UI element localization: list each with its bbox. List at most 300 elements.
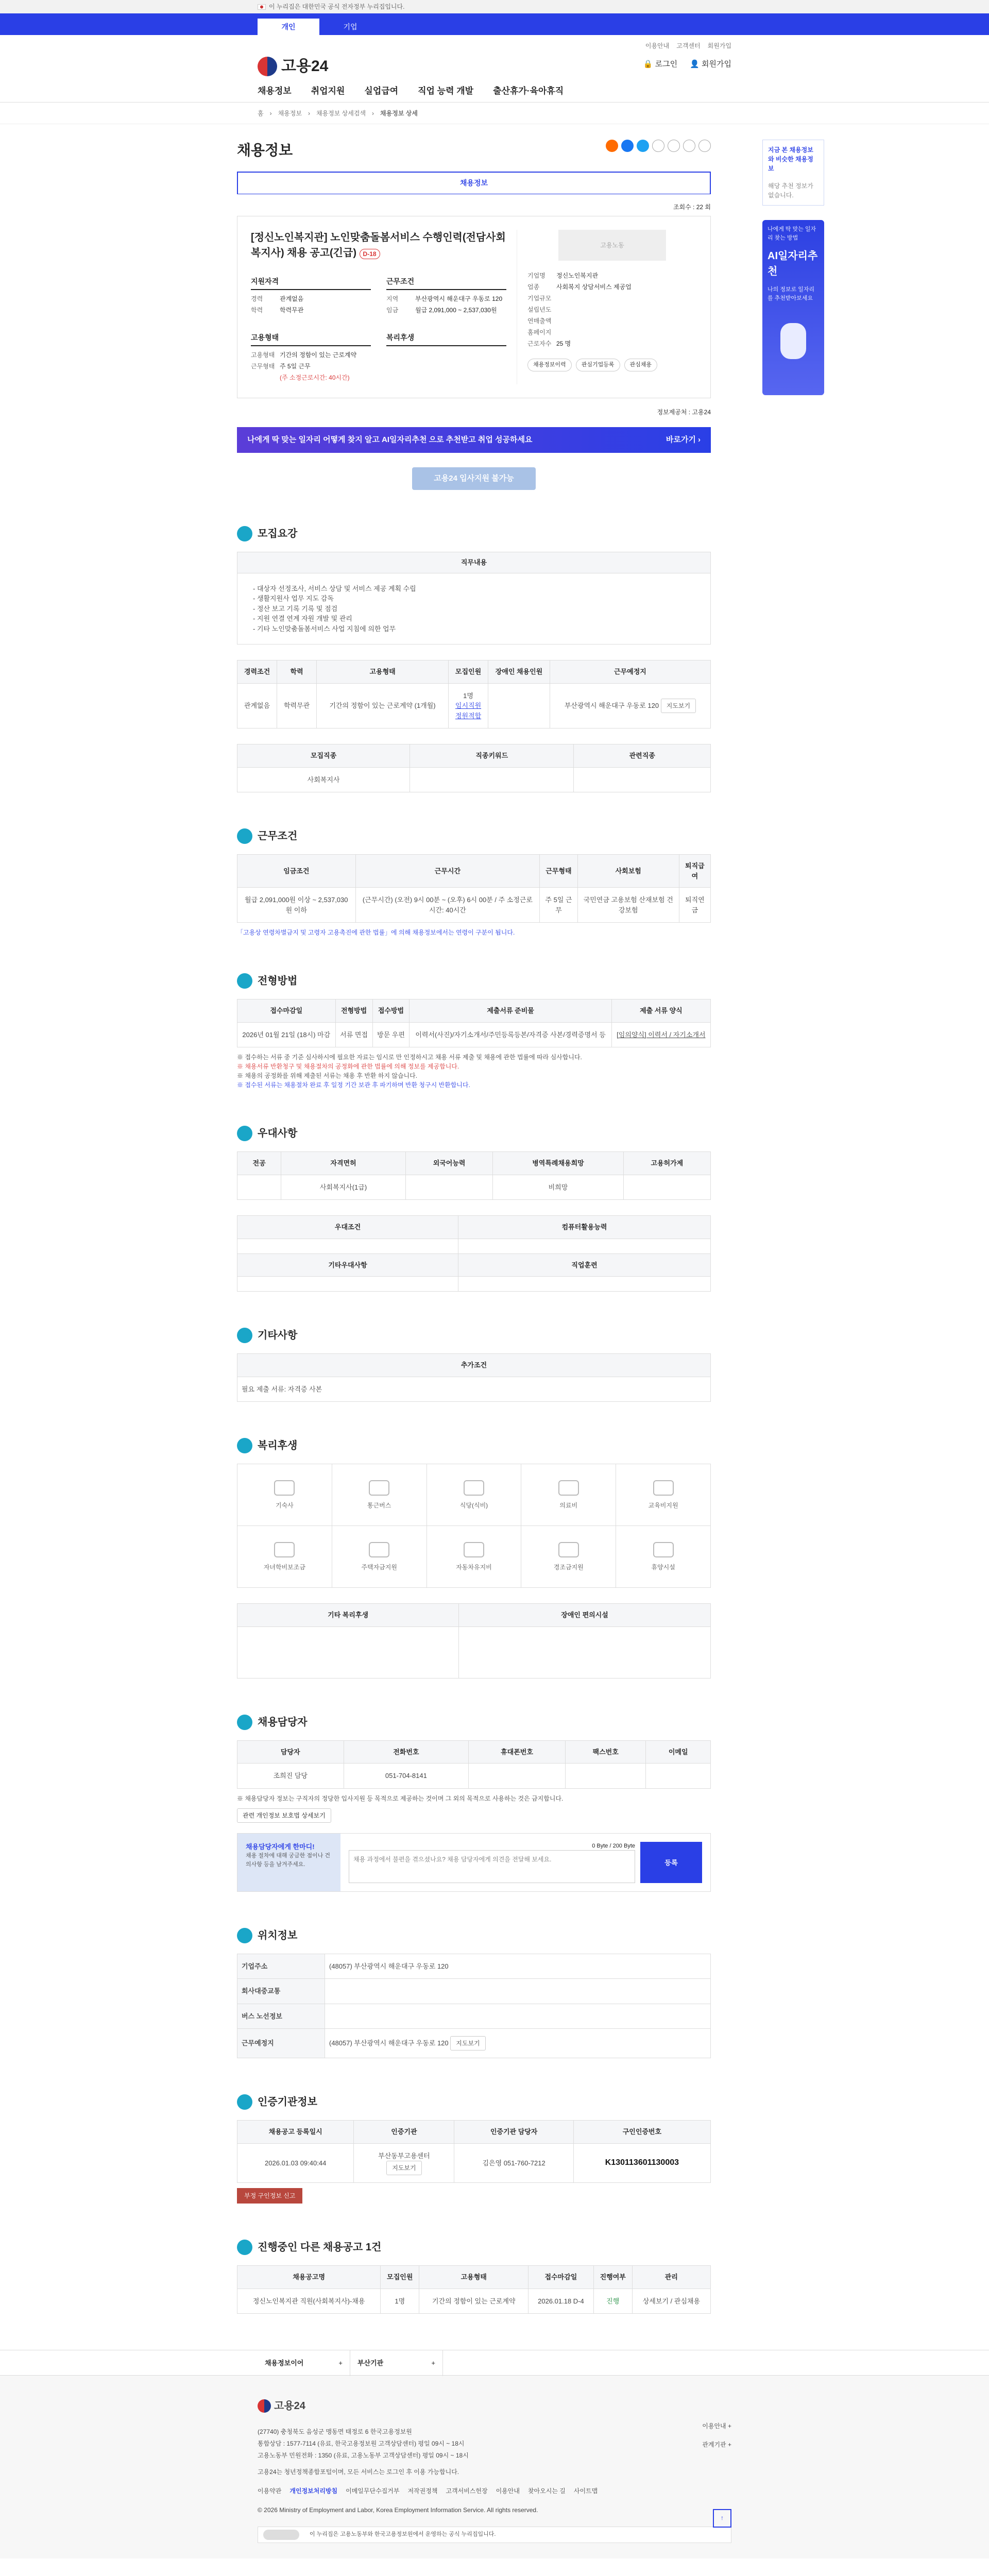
- cell: [646, 1764, 711, 1789]
- work-table: [237, 854, 711, 923]
- form-download-link[interactable]: [임의양식] 이력서 / 자기소개서: [611, 1022, 710, 1047]
- job-type-table: [237, 744, 711, 792]
- car-icon: [464, 1542, 484, 1557]
- fit-link[interactable]: 정원적합: [455, 711, 482, 720]
- kv-label: 업종: [527, 283, 540, 291]
- cell-agency: [354, 2143, 454, 2183]
- col-head: 휴대폰번호: [469, 1740, 566, 1764]
- section-title: 전형방법: [258, 975, 298, 987]
- agency-map-button[interactable]: 지도보기: [386, 2161, 421, 2175]
- row-label: 버스 노선정보: [237, 2004, 325, 2029]
- row-value: (48057) 부산광역시 해운대구 우동로 120: [325, 1954, 711, 1979]
- education-icon: [653, 1480, 674, 1496]
- cell-location: [550, 683, 710, 728]
- section-welfare: [237, 1438, 711, 1679]
- footer-tel: 통합상담 : 1577-7114 (유료, 한국고용정보원 고객상담센터) 평일 09시 ~ 18시: [258, 2439, 465, 2447]
- gov-notice-text: 이 누리집은 대한민국 공식 전자정부 누리집입니다.: [269, 3, 405, 10]
- footer-link[interactable]: 고객서비스헌장: [446, 2487, 488, 2495]
- welfare-item: [616, 1464, 711, 1526]
- table-row: [237, 1239, 711, 1253]
- row-label: 근무예정지: [237, 2029, 325, 2058]
- crumb-current: 채용정보 상세: [380, 110, 418, 117]
- page-title-row: [237, 140, 711, 161]
- welfare-label: 휴양시설: [651, 1563, 675, 1571]
- recruit-icon: [237, 526, 252, 541]
- table-row: [237, 2143, 711, 2183]
- col-head: 근무시간: [355, 855, 540, 888]
- col-head: 경력조건: [237, 660, 277, 684]
- report-button[interactable]: 부정 구인정보 신고: [237, 2188, 302, 2204]
- row-value: [325, 1979, 711, 2004]
- table-row: [237, 1277, 711, 1292]
- section-title: 인증기관정보: [258, 2096, 317, 2108]
- welfare-label: 주택자금지원: [361, 1563, 397, 1571]
- print-icon[interactable]: [698, 140, 711, 152]
- nav-leave[interactable]: 출산휴가·육아휴직: [493, 86, 564, 96]
- cell: [458, 1277, 711, 1292]
- join-link[interactable]: 👤 회원가입: [690, 60, 731, 69]
- complaint-title-text: 채용담당자에게 한마디!: [246, 1842, 315, 1851]
- gov-emblem-icon: [258, 2399, 271, 2413]
- kv-label: 기업명: [527, 272, 545, 279]
- cell: 비희망: [493, 1175, 623, 1200]
- cell: 2026년 01월 21일 (18시) 마감: [237, 1022, 336, 1047]
- table-row: [237, 1979, 711, 2004]
- kv-value: 사회복지 상담서비스 제공업: [556, 283, 632, 291]
- section-agency: [237, 2094, 711, 2204]
- tuition-icon: [274, 1542, 295, 1557]
- contact-icon: [237, 1715, 252, 1730]
- table-row: [237, 1954, 711, 1979]
- kv-value: 25 명: [556, 340, 571, 347]
- bottom-nav-label: 채용정보이어: [265, 2359, 304, 2367]
- job-title: [251, 230, 506, 261]
- col-head: 접수마감일: [237, 999, 336, 1023]
- welfare-item: [427, 1464, 522, 1526]
- duty-item: - 기타 노인맞춤돌봄서비스 사업 지침에 의한 업무: [253, 624, 396, 633]
- col-head: 인증기관 담당자: [454, 2121, 573, 2144]
- welfare-label: 자녀학비보조금: [263, 1563, 305, 1571]
- col-head: 고용허가제: [623, 1152, 710, 1175]
- footer-bottom-text: 이 누리집은 고용노동부와 한국고용정보원에서 운영하는 공식 누리집입니다.: [310, 2531, 496, 2538]
- col-head: 학력: [277, 660, 317, 684]
- cell: 이력서(사진)/자기소개서/주민등록등본/자격증 사본/경력증명서 등: [410, 1022, 611, 1047]
- resort-icon: [653, 1542, 674, 1557]
- welfare-label: 통근버스: [367, 1501, 391, 1509]
- cell: [410, 767, 574, 792]
- site-footer: [0, 2376, 989, 2558]
- kv-label: 근무형태: [251, 363, 275, 370]
- note-line: ※ 채용서류 반환청구 및 채용절차의 공정화에 관한 법률에 의해 정보를 제공합니다.: [237, 1063, 459, 1070]
- complaint-hint: 채용 절차에 대해 궁금한 점이나 건의사항 등을 남겨주세요.: [246, 1853, 331, 1868]
- cell: (근무시간) (오전) 9시 00분 ~ (오후) 6시 00분 / 주 소정근로시간: 40시간: [355, 888, 540, 923]
- col-head: 접수마감일: [528, 2266, 594, 2289]
- login-label: 로그인: [655, 60, 678, 69]
- etc-icon: [237, 1328, 252, 1343]
- welfare-label: 교육비지원: [648, 1501, 678, 1509]
- footer-link[interactable]: 사이트맵: [573, 2487, 598, 2495]
- welfare-item: [616, 1526, 711, 1588]
- footer-link[interactable]: 이용약관: [258, 2487, 282, 2495]
- section-title: 복리후생: [258, 1440, 298, 1451]
- welfare-item: [521, 1464, 616, 1526]
- welfare-item: [332, 1464, 427, 1526]
- kv-value: 학력무관: [280, 307, 304, 314]
- cell: [459, 1626, 711, 1678]
- row-value: [325, 2029, 711, 2058]
- crumb-home[interactable]: 홈: [258, 110, 264, 117]
- cell: 조희진 담당: [237, 1764, 344, 1789]
- similar-jobs-title: 지금 본 채용정보와 비슷한 채용정보: [768, 146, 813, 172]
- welfare-label: 경조금지원: [553, 1563, 584, 1571]
- kv-work-type: [251, 362, 371, 371]
- banner-link[interactable]: 바로가기 ›: [666, 435, 701, 444]
- site-header: [0, 35, 989, 103]
- col-head: 병역특례채용희망: [493, 1152, 623, 1175]
- cell: 서류 면접: [335, 1022, 372, 1047]
- footer-link[interactable]: 저작권정책: [407, 2487, 438, 2495]
- col-head: 고용형태: [419, 2266, 528, 2289]
- logo-text: 고용24: [281, 58, 329, 75]
- user-type-bar: [0, 13, 989, 35]
- row-value: [325, 2004, 711, 2029]
- col-head: 장애인 채용인원: [488, 660, 550, 684]
- view-count: 조회수 : 22 회: [673, 204, 711, 211]
- cert-logo-icon: [263, 2530, 299, 2540]
- cell: [565, 1764, 646, 1789]
- kv-label: 설립년도: [527, 306, 552, 313]
- section-title: 위치정보: [258, 1929, 298, 1941]
- kv-size: [527, 294, 697, 303]
- util-signup[interactable]: 회원가입: [707, 42, 731, 49]
- banner-text: 나에게 딱 맞는 일자리 어떻게 찾지 알고 AI일자리추천 으로 추천받고 취업 성공하세요: [247, 435, 533, 444]
- cell: 2026.01.03 09:40:44: [237, 2143, 354, 2183]
- welfare-item: [237, 1464, 332, 1526]
- ai-banner[interactable]: [237, 427, 711, 453]
- flag-icon: [258, 4, 266, 10]
- duty-box: [237, 552, 711, 645]
- cell: 관계없음: [237, 683, 277, 728]
- kakao-share-icon[interactable]: [606, 140, 618, 152]
- col-head: 고용형태: [317, 660, 449, 684]
- login-link[interactable]: 🔒 로그인: [643, 60, 678, 69]
- share-buttons: [606, 140, 711, 161]
- col-head: 이메일: [646, 1740, 711, 1764]
- cell: [574, 767, 711, 792]
- housing-icon: [369, 1542, 389, 1557]
- location-table: [237, 1954, 711, 2059]
- cell: 기간의 정함이 있는 근로계약 (1개월): [317, 683, 449, 728]
- duty-item: - 지원 연결 연계 자원 개발 및 관리: [253, 615, 352, 622]
- etc-table: [237, 1353, 711, 1402]
- cell: 월급 2,091,000원 이상 ~ 2,537,030원 이하: [237, 888, 356, 923]
- nav-training[interactable]: 직업 능력 개발: [418, 86, 474, 96]
- benefit-icon: [237, 1126, 252, 1141]
- twitter-share-icon[interactable]: [637, 140, 649, 152]
- copyright: © 2026 Ministry of Employment and Labor, Korea Employment Information Service. All rights reserved.: [258, 2506, 538, 2514]
- crumb-jobs[interactable]: 채용정보: [278, 110, 302, 117]
- footer-address: (27740) 충청북도 음성군 맹동면 태정로 6 한국고용정보원: [258, 2428, 412, 2435]
- complaint-input[interactable]: [349, 1850, 635, 1883]
- scroll-top-icon[interactable]: ↑: [713, 2509, 731, 2528]
- welfare-label: 자동차유지비: [456, 1563, 492, 1571]
- cell: [488, 683, 550, 728]
- col-head: 추가조건: [237, 1354, 711, 1377]
- footer-links: [258, 2485, 731, 2497]
- footer-logo-text: 고용24: [274, 2400, 305, 2412]
- other-jobs-icon: [237, 2240, 252, 2255]
- ai-recommend-ad[interactable]: [762, 220, 824, 395]
- duty-item: - 대상자 선정조사, 서비스 상담 및 서비스 제공 계획 수립: [253, 584, 416, 592]
- benefit-table: [237, 1151, 711, 1200]
- kv-label: 경력: [251, 295, 263, 302]
- col-head: 직업훈련: [458, 1253, 711, 1277]
- bottom-nav-item[interactable]: 채용정보이어 +: [258, 2350, 350, 2376]
- privacy-detail-button[interactable]: 관련 개인정보 보호법 상세보기: [237, 1808, 331, 1823]
- site-logo[interactable]: [258, 55, 328, 78]
- manage-buttons[interactable]: 상세보기 / 관심채용: [632, 2289, 710, 2314]
- cell-headcount: [448, 683, 488, 728]
- col-head: 근무예정지: [550, 660, 710, 684]
- tab-company[interactable]: 기업: [343, 22, 357, 31]
- col-head: 진행여부: [593, 2266, 632, 2289]
- source-notice: 정보제공처 : 고용24: [657, 409, 711, 416]
- util-links: [645, 41, 731, 50]
- cell: 사회복지사: [237, 767, 410, 792]
- col-head: 인증기관: [354, 2121, 454, 2144]
- footer-side: [702, 2417, 731, 2454]
- link-copy-icon[interactable]: [668, 140, 680, 152]
- section-etc: [237, 1328, 711, 1402]
- col-head: 담당자: [237, 1740, 344, 1764]
- bottom-nav-label: 부산기관: [357, 2359, 384, 2367]
- cell: 2026.01.18 D-4: [528, 2289, 594, 2314]
- welfare-item: [521, 1526, 616, 1588]
- other-jobs-table: [237, 2265, 711, 2314]
- col-head: 우대조건: [237, 1216, 458, 1239]
- util-guide[interactable]: 이용안내: [645, 42, 670, 49]
- section-title: 근무조건: [258, 831, 298, 842]
- row-label: 기업주소: [237, 1954, 325, 1979]
- welfare-table: [237, 1603, 711, 1679]
- complaint-title: [237, 1834, 340, 1891]
- footer-cert-bar: [258, 2527, 731, 2543]
- location-text: 부산광역시 해운대구 우동로 120: [564, 701, 659, 709]
- col-head: 제출서류 준비물: [410, 999, 611, 1023]
- join-label: 회원가입: [702, 60, 731, 69]
- kv-label: 학력: [251, 307, 263, 314]
- col-head: 제출 서류 양식: [611, 999, 710, 1023]
- kv-label: 고용형태: [251, 351, 275, 359]
- section-title: 기타사항: [258, 1330, 298, 1341]
- job-link[interactable]: 정신노인복지관 직원(사회복지사)-채용: [237, 2289, 381, 2314]
- section-title: 우대사항: [258, 1128, 298, 1139]
- fav-company-button[interactable]: 관심기업등록: [576, 359, 620, 371]
- fav-job-button[interactable]: 관심채용: [624, 359, 658, 371]
- col-head: 팩스번호: [565, 1740, 646, 1764]
- col-head: 자격면허: [281, 1152, 406, 1175]
- nav-employment-support[interactable]: 취업지원: [311, 86, 345, 96]
- sidebar: [762, 140, 824, 395]
- col-head: 외국어능력: [405, 1152, 492, 1175]
- bottom-nav: [0, 2350, 989, 2376]
- kv-employees: [527, 339, 697, 348]
- cell: 기간의 정함이 있는 근로계약: [419, 2289, 528, 2314]
- footer-tel: 고용노동부 민원전화 : 1350 (유료, 고용노동부 고객상담센터) 평일 09시 ~ 18시: [258, 2451, 469, 2459]
- col-head: 임금조건: [237, 855, 356, 888]
- welfare-item: [237, 1526, 332, 1588]
- duty-heading: 직무내용: [237, 552, 710, 573]
- kv-homepage: [527, 328, 697, 337]
- kv-label: 기업규모: [527, 295, 552, 302]
- applicant-heading: 지원자격: [251, 276, 371, 290]
- col-head: 기타 복리후생: [237, 1604, 459, 1627]
- facebook-share-icon[interactable]: [621, 140, 634, 152]
- cell: 국민연금 고용보험 산재보험 건강보험: [577, 888, 679, 923]
- cell: 김은영 051-760-7212: [454, 2143, 573, 2183]
- section-title: 진행중인 다른 채용공고 1건: [258, 2242, 382, 2253]
- welfare-icon: [237, 1438, 252, 1453]
- col-head: 모집직종: [237, 744, 410, 768]
- col-head: 기타우대사항: [237, 1253, 458, 1277]
- process-notes: [237, 1053, 711, 1090]
- apply-button[interactable]: 고용24 입사지원 불가능: [412, 467, 536, 490]
- kv-career: [251, 294, 371, 303]
- footer-info: 고용24는 청년정책종합포털이며, 모든 서비스는 로그인 후 이용 가능합니다.: [258, 2468, 459, 2476]
- tab-individual[interactable]: 개인: [258, 19, 319, 35]
- footer-link[interactable]: 이용안내: [496, 2487, 520, 2495]
- kv-label: 임금: [386, 307, 399, 314]
- cell: 사회복지사(1급): [281, 1175, 406, 1200]
- kv-value: 주 5일 근무: [280, 363, 311, 370]
- footer-link-privacy[interactable]: 개인정보처리방침: [289, 2487, 338, 2495]
- agency-icon: [237, 2094, 252, 2110]
- table-row: [237, 767, 711, 792]
- complaint-box: [237, 1833, 711, 1892]
- map-button[interactable]: 지도보기: [661, 699, 696, 713]
- section-benefit: [237, 1126, 711, 1292]
- section-recruit: [237, 526, 711, 792]
- temp-link[interactable]: 임시직원: [455, 702, 482, 709]
- gov-emblem-icon: [258, 57, 277, 76]
- col-head: 관리: [632, 2266, 710, 2289]
- work-heading: 근무조건: [386, 276, 506, 290]
- process-icon: [237, 973, 252, 989]
- col-head: 접수방법: [372, 999, 410, 1023]
- cell: 051-704-8141: [344, 1764, 469, 1789]
- nav-unemployment[interactable]: 실업급여: [364, 86, 399, 96]
- col-head: 장애인 편의시설: [459, 1604, 711, 1627]
- footer-logo: [258, 2396, 731, 2416]
- tab-job-info[interactable]: 채용정보: [237, 172, 711, 194]
- map-button[interactable]: 지도보기: [450, 2036, 485, 2050]
- table-row: [237, 1377, 711, 1402]
- benefit-table-2: [237, 1215, 711, 1292]
- section-title: 채용담당자: [258, 1716, 308, 1728]
- section-work: [237, 828, 711, 937]
- kv-label: 지역: [386, 295, 399, 302]
- welfare-heading: 복리후생: [386, 332, 506, 346]
- bookmark-icon[interactable]: [652, 140, 664, 152]
- process-table: [237, 999, 711, 1047]
- recruit-table: [237, 660, 711, 728]
- cell: [237, 1277, 458, 1292]
- cell: 학력무관: [277, 683, 317, 728]
- agency-text: 부산동부고용센터: [378, 2151, 430, 2160]
- location-icon: [237, 1928, 252, 1943]
- similar-jobs-box: [762, 140, 824, 206]
- row-label: 회사대중교통: [237, 1979, 325, 2004]
- kv-value: 부산광역시 해운대구 우동로 120: [415, 295, 503, 302]
- kv-industry: [527, 282, 697, 292]
- duty-item: - 정산 보고 기록 기록 및 점검: [253, 604, 338, 613]
- kv-value: 정신노인복지관: [556, 272, 599, 279]
- col-head: 모집인원: [448, 660, 488, 684]
- ad-sub-text: 나의 정보로 일자리를 추천받아보세요: [768, 286, 815, 301]
- cell: [237, 1626, 459, 1678]
- dormitory-icon: [274, 1480, 295, 1496]
- history-button[interactable]: 채용정보이력: [527, 359, 572, 371]
- section-title: 모집요강: [258, 528, 298, 539]
- footer-link[interactable]: 찾아오시는 길: [527, 2487, 566, 2495]
- duty-item: - 생활지원사 업무 지도 감독: [253, 595, 334, 602]
- kv-company: [527, 271, 697, 280]
- gov-notice-bar: [0, 0, 989, 13]
- nav-jobs[interactable]: 채용정보: [258, 86, 292, 96]
- table-row: [237, 1022, 711, 1047]
- footer-side-item[interactable]: 관계기관 +: [702, 2441, 731, 2448]
- bus-icon: [369, 1480, 389, 1496]
- footer-link[interactable]: 이메일무단수집거부: [346, 2487, 400, 2495]
- company-logo: 고용노동: [558, 230, 666, 261]
- col-head: 구인인증번호: [573, 2121, 710, 2144]
- note-text: 「고용상 연령차별금지 및 고령자 고용촉진에 관한 법률」에 의해 채용정보에서는 연령이 구분이 됩니다.: [237, 929, 515, 936]
- agency-table: [237, 2120, 711, 2183]
- col-head: 컴퓨터활용능력: [458, 1216, 711, 1239]
- crumb-search[interactable]: 채용정보 상세검색: [316, 110, 366, 117]
- cell: 퇴직연금: [679, 888, 710, 923]
- table-row: [237, 1626, 711, 1678]
- age-note: [237, 928, 711, 937]
- job-summary: [237, 216, 711, 398]
- cell: [405, 1175, 492, 1200]
- util-service-center[interactable]: 고객센터: [676, 42, 701, 49]
- email-icon[interactable]: [683, 140, 695, 152]
- kv-employ-type: [251, 350, 371, 360]
- byte-count: 0 Byte / 200 Byte: [592, 1842, 635, 1849]
- gift-icon: [558, 1542, 579, 1557]
- robot-icon: [780, 323, 806, 359]
- employ-hours-note: (주 소정근로시간: 40시간): [280, 374, 350, 381]
- page-title: 채용정보: [237, 142, 293, 158]
- cell: 주 5일 근무: [540, 888, 577, 923]
- contact-note: ※ 채용담당자 정보는 구직자의 정당한 입사지원 등 목적으로 제공하는 것이며 그 외의 목적으로 사용하는 것은 금지합니다.: [237, 1794, 564, 1802]
- table-row: [237, 1175, 711, 1200]
- ad-top-text: 나에게 딱 맞는 일자리 찾는 방법: [768, 226, 816, 241]
- cell: [237, 1239, 458, 1253]
- section-contact: [237, 1715, 711, 1892]
- footer-side-item[interactable]: 이용안내 +: [702, 2422, 731, 2430]
- note-line: ※ 접수된 서류는 채용절차 완료 후 일정 기간 보관 후 파기하며 반환 청구시 반환합니다.: [237, 1081, 470, 1089]
- bottom-nav-item[interactable]: 부산기관 +: [350, 2350, 443, 2376]
- complaint-submit-button[interactable]: 등록: [640, 1842, 702, 1883]
- col-head: 전형방법: [335, 999, 372, 1023]
- job-title-text: [정신노인복지관] 노인맞춤돌봄서비스 수행인력(전담사회복지사) 채용 공고(긴급): [251, 232, 506, 259]
- kv-education: [251, 306, 371, 315]
- kv-value: 기간의 정함이 있는 근로계약: [280, 351, 357, 359]
- contact-table: [237, 1740, 711, 1789]
- meal-icon: [464, 1480, 484, 1496]
